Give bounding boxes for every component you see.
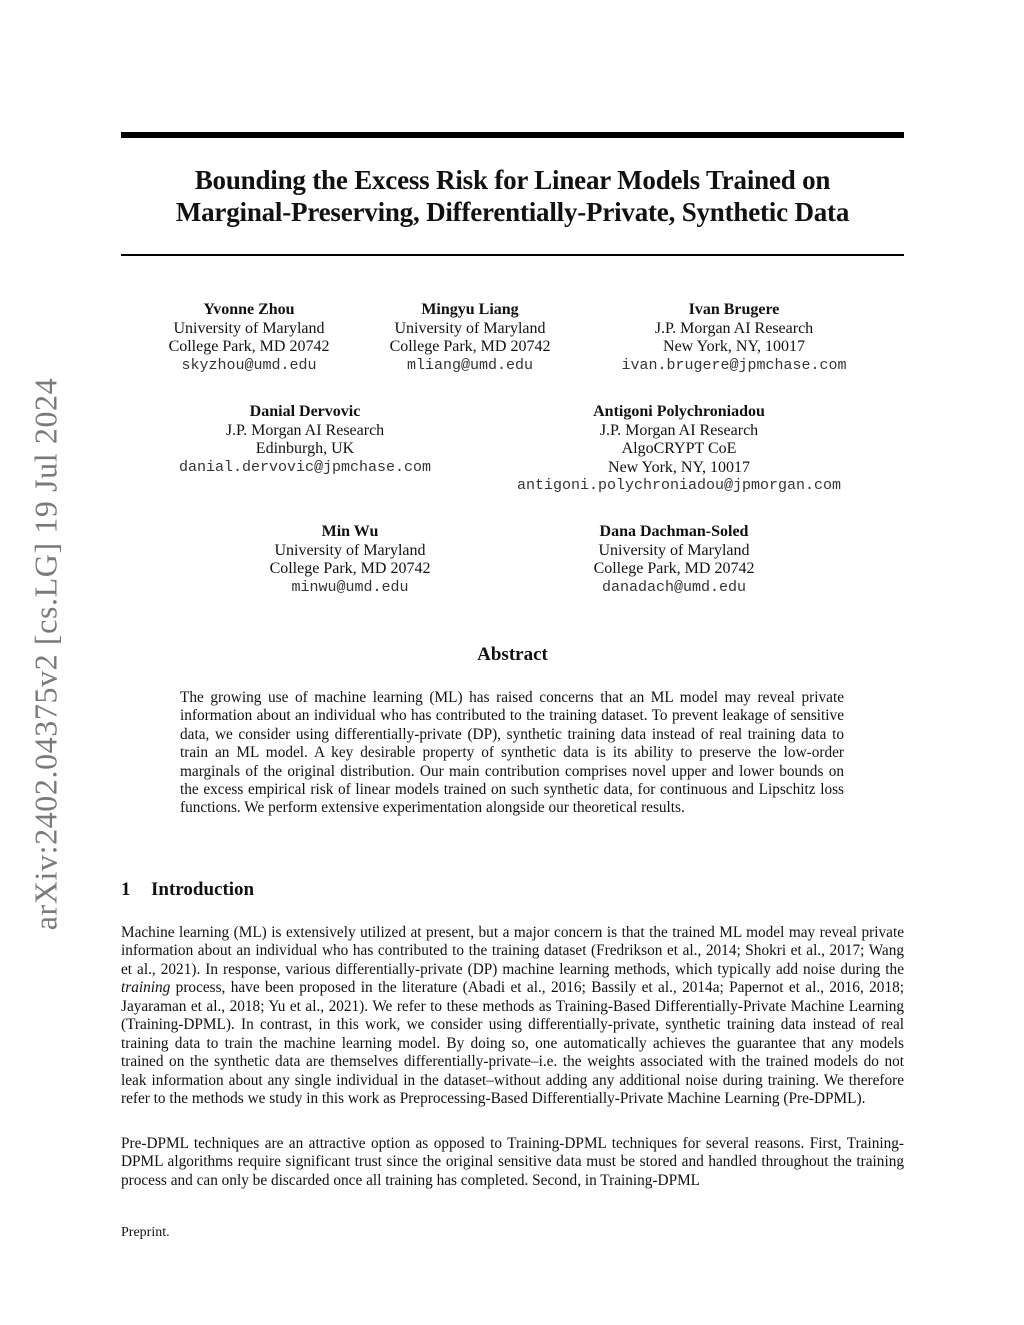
paper-title-line-1: Bounding the Excess Risk for Linear Models Trained on — [194, 165, 831, 195]
author-name: Mingyu Liang — [421, 301, 519, 318]
author-block-liang — [390, 301, 551, 375]
author-address: College Park, MD 20742 — [593, 560, 755, 577]
abstract-body: The growing use of machine learning (ML) has raised concerns that an ML model may reveal private information about an individual who has contributed to the training dataset. To prevent leakage of sensitive data, we consider using differentially-private (DP), synthetic training data instead of real training data to train an ML model. A key desirable property of synthetic data is its ability to preserve the low-order marginals of the original distribution. Our main contribution comprises novel upper and lower bounds on the excess empirical risk of linear models trained on such synthetic data, for continuous and Lipschitz loss functions. We perform extensive experimentation alongside our theoretical results. — [180, 689, 844, 817]
author-affiliation: J.P. Morgan AI Research — [225, 421, 385, 439]
intro-paragraph-1-start: Machine learning (ML) is extensively utilized at present, but a major concern is that the trained ML model may reveal private information about an individual who has contributed to the training dataset (Fredrikson et al., 2014; Shokri et al., 2017; Wang et al., 2021). In response, various differentially-private (DP) machine learning methods, which typically add noise during the — [121, 924, 904, 978]
author-affiliation-unit: AlgoCRYPT CoE — [621, 440, 737, 457]
emphasized-term-training: training — [121, 979, 171, 997]
intro-paragraph-2: Pre-DPML techniques are an attractive option as opposed to Training-DPML techniques for several reasons. First, Training-DPML algorithms require significant trust since the original sensitive data must be stored and handled throughout the training process and can only be discarded once all training has completed. Second, in Training-DPML — [121, 1135, 904, 1189]
author-email: ivan.brugere@jpmchase.com — [621, 356, 847, 374]
paper-title-line-2: Marginal-Preserving, Differentially-Private, Synthetic Data — [175, 197, 850, 227]
author-affiliation: J.P. Morgan AI Research — [599, 421, 759, 439]
author-name: Dana Dachman-Soled — [599, 523, 749, 540]
author-email: antigoni.polychroniadou@jpmorgan.com — [516, 477, 842, 494]
paper-title — [121, 164, 904, 228]
author-name: Antigoni Polychroniadou — [593, 403, 765, 420]
author-address: New York, NY, 10017 — [663, 338, 805, 355]
section-title: Introduction — [151, 879, 255, 900]
author-email: danial.dervovic@jpmchase.com — [178, 458, 432, 476]
author-name: Min Wu — [321, 523, 379, 540]
intro-paragraph-1 — [121, 924, 904, 1109]
author-affiliation: University of Maryland — [274, 541, 426, 559]
author-name: Ivan Brugere — [688, 301, 780, 318]
author-address: New York, NY, 10017 — [608, 458, 750, 476]
author-block-dervovic — [179, 403, 431, 477]
abstract-heading: Abstract — [477, 644, 548, 665]
author-affiliation: University of Maryland — [173, 319, 325, 337]
author-email: skyzhou@umd.edu — [181, 356, 317, 374]
author-affiliation: University of Maryland — [598, 541, 750, 559]
author-block-wu — [270, 523, 431, 597]
author-email: mliang@umd.edu — [406, 356, 534, 374]
preprint-footer: Preprint. — [121, 1225, 170, 1240]
author-block-dachman-soled — [594, 523, 755, 597]
section-number: 1 — [121, 879, 131, 900]
author-block-polychroniadou — [517, 403, 841, 496]
author-name: Danial Dervovic — [249, 403, 361, 420]
title-rule-top — [121, 132, 904, 138]
author-address: College Park, MD 20742 — [168, 338, 330, 355]
title-rule-bottom — [121, 254, 904, 256]
author-email: minwu@umd.edu — [291, 578, 409, 596]
author-address: College Park, MD 20742 — [269, 560, 431, 577]
arxiv-identifier: arXiv:2402.04375v2 [cs.LG] 19 Jul 2024 — [27, 377, 64, 931]
intro-paragraph-1-end: process, have been proposed in the literature (Abadi et al., 2016; Bassily et al., 2014a; Papernot et al., 2016, 2018; Jayaraman et al., 2018; Yu et al., 2021). We refer to these methods as Training-Based Differentially-Private Machine Learning (Training-DPML). In contrast, in this work, we consider using differentially-private, synthetic training data instead of real training data to train the machine learning model. By doing so, one automatically achieves the guarantee that any models trained on the synthetic data are themselves differentially-private–i.e. the weights associated with the trained models do not leak information about any single individual in the dataset–without adding any additional noise during training. We therefore refer to the methods we study in this work as Preprocessing-Based Differentially-Private Machine Learning (Pre-DPML). — [121, 979, 904, 1108]
author-address: Edinburgh, UK — [255, 440, 355, 457]
author-name: Yvonne Zhou — [203, 301, 295, 318]
author-block-zhou — [169, 301, 330, 375]
author-affiliation: J.P. Morgan AI Research — [654, 319, 814, 337]
author-block-brugere — [621, 301, 846, 375]
author-email: danadach@umd.edu — [601, 578, 747, 596]
section-heading-introduction — [121, 879, 254, 901]
author-address: College Park, MD 20742 — [389, 338, 551, 355]
author-affiliation: University of Maryland — [394, 319, 546, 337]
